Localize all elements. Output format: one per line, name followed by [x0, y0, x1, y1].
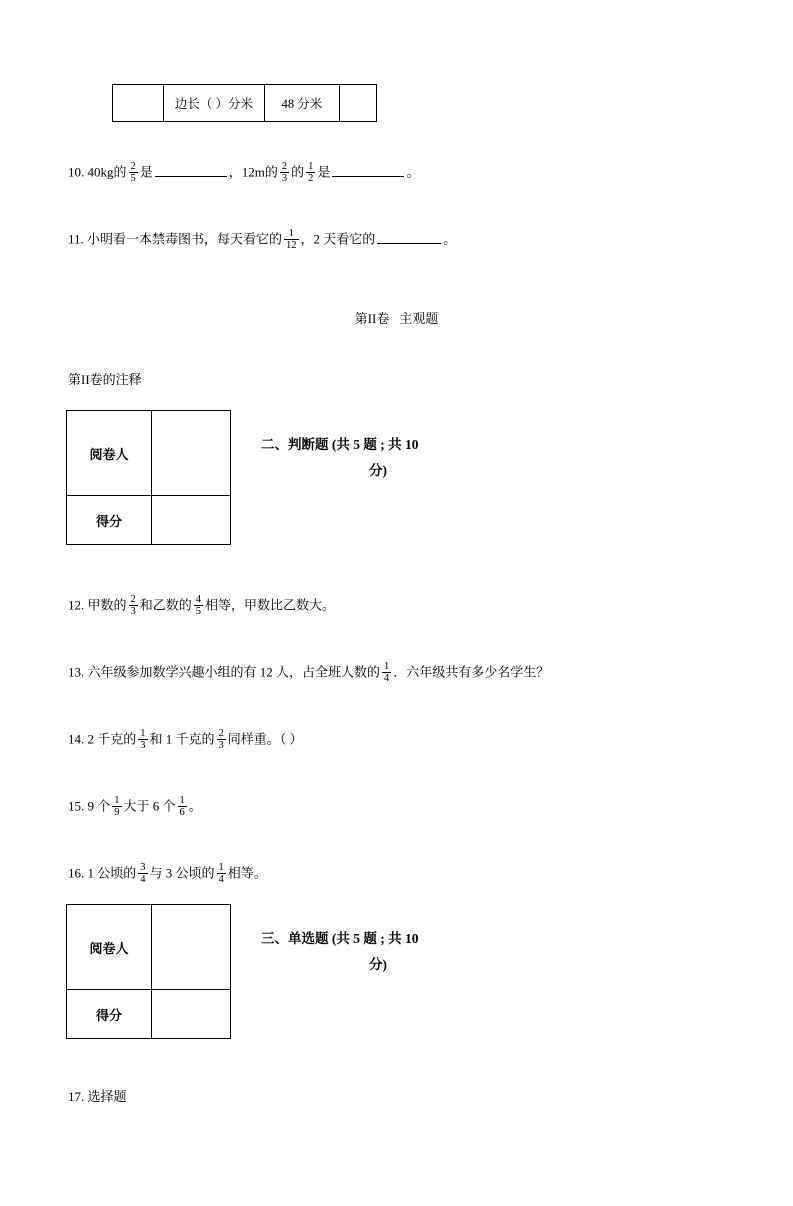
question-11-suffix: 。	[443, 231, 457, 247]
question-16	[68, 863, 727, 886]
question-13-suffix: ．六年级共有多少名学生？	[393, 664, 550, 680]
fraction-1-9: $\frac{1}{9}$	[114, 795, 120, 819]
grader-blank[interactable]	[152, 905, 231, 990]
question-15-mid1: 大于 6 个	[123, 798, 176, 814]
question-14-prefix: 14. 2 千克的	[68, 731, 137, 747]
question-11-prefix: 11. 小明看一本禁毒图书，每天看它的	[68, 231, 283, 247]
table-row	[113, 85, 377, 122]
document-page	[0, 84, 793, 1206]
section-heading-line2: 分)	[369, 956, 387, 972]
grader-blank[interactable]	[152, 411, 231, 496]
fraction-2-3: $\frac{2}{3}$	[218, 728, 224, 752]
question-14-mid1: 和 1 千克的	[149, 731, 215, 747]
fraction-2-5: $\frac{2}{5}$	[130, 161, 136, 185]
question-15	[68, 796, 727, 819]
question-14-suffix: 同样重。（ ）	[227, 731, 303, 747]
question-12	[68, 595, 727, 618]
grader-block-1	[66, 410, 727, 545]
question-11-mid1: ，2 天看它的	[300, 231, 376, 247]
question-16-suffix: 相等。	[227, 865, 267, 881]
table-row	[67, 496, 231, 545]
question-16-prefix: 16. 1 公顷的	[68, 865, 137, 881]
fraction-1-4: $\frac{1}{4}$	[218, 862, 224, 886]
answer-blank[interactable]	[155, 164, 227, 177]
question-10-mid4: 是	[317, 164, 331, 180]
table-row	[67, 990, 231, 1039]
question-15-prefix: 15. 9 个	[68, 798, 111, 814]
score-blank[interactable]	[152, 496, 231, 545]
paper-section-note: 第II卷的注释	[68, 372, 142, 388]
question-10-suffix: 。	[406, 164, 420, 180]
fraction-3-4: $\frac{3}{4}$	[140, 862, 146, 886]
fraction-2-3: $\frac{2}{3}$	[281, 161, 288, 185]
question-13-prefix: 13. 六年级参加数学兴趣小组的有 12 人，占全班人数的	[68, 664, 381, 680]
fraction-1-6: $\frac{1}{6}$	[179, 795, 185, 819]
section-title-subjective: 主观题	[399, 311, 439, 327]
question-10-mid1: 是	[139, 164, 153, 180]
table-cell-empty-right	[340, 85, 377, 122]
grader-block-2	[66, 904, 727, 1039]
score-blank[interactable]	[152, 990, 231, 1039]
question-16-mid1: 与 3 公顷的	[149, 865, 215, 881]
grader-table-2	[66, 904, 231, 1039]
score-label: 得分	[67, 990, 152, 1039]
grader-label: 阅卷人	[67, 905, 152, 990]
section-heading-multiple-choice	[261, 904, 491, 977]
answer-blank[interactable]	[377, 231, 441, 244]
table-row	[67, 905, 231, 990]
fraction-2-3: $\frac{2}{3}$	[130, 594, 136, 618]
grader-table-1	[66, 410, 231, 545]
section-heading-line1: 三、单选题 (共 5 题 ; 共 10	[261, 931, 419, 947]
question-14	[68, 729, 727, 752]
fraction-1-12: $\frac{1}{12}$	[286, 228, 297, 252]
question-10-mid2: ，12m的	[228, 164, 278, 180]
fraction-1-2: $\frac{1}{2}$	[308, 161, 314, 185]
answer-blank[interactable]	[332, 164, 404, 177]
question-15-suffix: 。	[188, 798, 202, 814]
question-11	[68, 229, 727, 252]
question-10-mid3: 的	[291, 164, 305, 180]
fraction-4-5: $\frac{4}{5}$	[195, 594, 202, 618]
question-10	[68, 162, 727, 185]
score-label: 得分	[67, 496, 152, 545]
question-12-mid1: 和乙数的	[139, 597, 192, 613]
question-13	[68, 662, 727, 685]
question-12-suffix: 相等，甲数比乙数大。	[205, 597, 336, 613]
table-cell-side-length: 边长（ ）分米	[164, 85, 265, 122]
section-heading-judgement	[261, 410, 491, 483]
table-cell-empty-left	[113, 85, 164, 122]
section-heading-line1: 二、判断题 (共 5 题 ; 共 10	[261, 437, 419, 453]
fraction-1-4: $\frac{1}{4}$	[384, 661, 390, 685]
table-cell-48-decimeter: 48 分米	[265, 85, 340, 122]
section-title-volume: 第II卷	[354, 311, 390, 327]
grader-label: 阅卷人	[67, 411, 152, 496]
table-row	[67, 411, 231, 496]
question-12-prefix: 12. 甲数的	[68, 597, 127, 613]
fraction-1-3: $\frac{1}{3}$	[140, 728, 146, 752]
top-measurement-table	[112, 84, 377, 122]
paper-section-title	[66, 308, 727, 327]
question-10-prefix: 10. 40kg的	[68, 164, 127, 180]
section-heading-line2: 分)	[369, 462, 387, 478]
question-17: 17. 选择题	[68, 1089, 127, 1105]
